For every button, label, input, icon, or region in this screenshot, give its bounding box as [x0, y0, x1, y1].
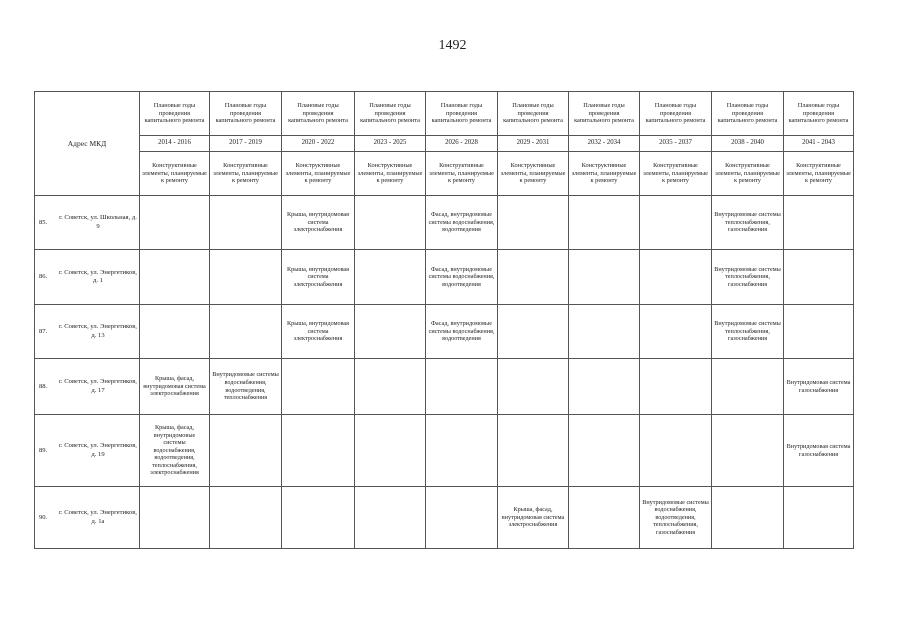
address-cell [35, 359, 140, 415]
years-range: 2041 - 2043 [784, 136, 854, 152]
repair-elements-cell [569, 250, 640, 305]
planned-years-header: Плановые годы проведения капитального ремонта [282, 92, 355, 136]
repair-elements-cell [640, 196, 712, 250]
repair-elements-cell: Крыша, фасад, внутридомовые системы водоснабжения, водоотведения, теплоснабжения, электроснабжения [140, 415, 210, 487]
table-row [35, 415, 854, 487]
elements-header: Конструктивные элементы, планируемые к ремонту [498, 152, 569, 196]
address-text: г. Советск, ул. Школьная, д. 9 [59, 214, 137, 230]
repair-elements-cell [355, 359, 426, 415]
repair-elements-cell: Внутридомовые системы водоснабжения, водоотведения, теплоснабжения [210, 359, 282, 415]
repair-elements-cell [282, 487, 355, 549]
repair-elements-cell [210, 250, 282, 305]
planned-years-header: Плановые годы проведения капитального ремонта [712, 92, 784, 136]
repair-elements-cell [569, 196, 640, 250]
repair-elements-cell [569, 415, 640, 487]
elements-header: Конструктивные элементы, планируемые к ремонту [355, 152, 426, 196]
repair-elements-cell [210, 415, 282, 487]
repair-elements-cell [640, 359, 712, 415]
years-range: 2026 - 2028 [426, 136, 498, 152]
repair-elements-cell [712, 487, 784, 549]
repair-elements-cell [140, 250, 210, 305]
repair-elements-cell: Внутридомовые системы теплоснабжения, газоснабжения [712, 250, 784, 305]
row-number: 90. [39, 513, 48, 521]
years-range: 2035 - 2037 [640, 136, 712, 152]
repair-elements-cell: Внутридомовые системы теплоснабжения, газоснабжения [712, 196, 784, 250]
repair-elements-cell: Фасад, внутридомовые системы водоснабжения, водоотведения [426, 250, 498, 305]
repair-elements-cell [355, 305, 426, 359]
planned-years-header: Плановые годы проведения капитального ремонта [640, 92, 712, 136]
repair-elements-cell [282, 359, 355, 415]
elements-header: Конструктивные элементы, планируемые к ремонту [210, 152, 282, 196]
repair-elements-cell: Крыша, внутридомовая система электроснабжения [282, 305, 355, 359]
repair-elements-cell [784, 487, 854, 549]
planned-years-header: Плановые годы проведения капитального ремонта [784, 92, 854, 136]
elements-header: Конструктивные элементы, планируемые к ремонту [569, 152, 640, 196]
row-number: 89. [39, 446, 48, 454]
repair-elements-cell [140, 196, 210, 250]
table-row [35, 359, 854, 415]
repair-elements-cell: Крыша, внутридомовая система электроснабжения [282, 250, 355, 305]
years-range: 2029 - 2031 [498, 136, 569, 152]
repair-elements-cell [498, 415, 569, 487]
address-text: г. Советск, ул. Энергетиков, д. 1а [59, 509, 137, 525]
repair-elements-cell [640, 305, 712, 359]
address-header: Адрес МКД [35, 92, 140, 196]
planned-years-header: Плановые годы проведения капитального ремонта [355, 92, 426, 136]
repair-elements-cell [498, 305, 569, 359]
repair-elements-cell: Фасад, внутридомовые системы водоснабжения, водоотведения [426, 305, 498, 359]
elements-header: Конструктивные элементы, планируемые к ремонту [426, 152, 498, 196]
years-range: 2023 - 2025 [355, 136, 426, 152]
years-range: 2020 - 2022 [282, 136, 355, 152]
years-range: 2038 - 2040 [712, 136, 784, 152]
years-range: 2032 - 2034 [569, 136, 640, 152]
repair-elements-cell: Крыша, фасад, внутридомовая система электроснабжения [140, 359, 210, 415]
repair-elements-cell [712, 359, 784, 415]
table-row [35, 487, 854, 549]
row-number: 86. [39, 272, 48, 280]
repair-elements-cell [426, 359, 498, 415]
repair-elements-cell [426, 487, 498, 549]
header-row-years [35, 136, 854, 152]
repair-elements-cell [498, 196, 569, 250]
repair-elements-cell [498, 250, 569, 305]
repair-elements-cell [355, 196, 426, 250]
elements-header: Конструктивные элементы, планируемые к ремонту [282, 152, 355, 196]
repair-elements-cell [426, 415, 498, 487]
repair-elements-cell [569, 487, 640, 549]
address-text: г. Советск, ул. Энергетиков, д. 17 [59, 378, 137, 394]
address-text: г. Советск, ул. Энергетиков, д. 13 [59, 323, 137, 339]
repair-elements-cell [355, 415, 426, 487]
repair-elements-cell [640, 250, 712, 305]
repair-elements-cell [784, 250, 854, 305]
repair-elements-cell [498, 359, 569, 415]
table-row [35, 196, 854, 250]
address-text: г. Советск, ул. Энергетиков, д. 1 [59, 268, 137, 284]
address-text: г. Советск, ул. Энергетиков, д. 19 [59, 442, 137, 458]
address-cell [35, 250, 140, 305]
repair-elements-cell [210, 487, 282, 549]
repair-elements-cell [569, 305, 640, 359]
table-row [35, 305, 854, 359]
elements-header: Конструктивные элементы, планируемые к ремонту [712, 152, 784, 196]
planned-years-header: Плановые годы проведения капитального ремонта [210, 92, 282, 136]
planned-years-header: Плановые годы проведения капитального ремонта [498, 92, 569, 136]
planned-years-header: Плановые годы проведения капитального ремонта [426, 92, 498, 136]
repair-elements-cell: Внутридомовая система газоснабжения [784, 415, 854, 487]
page-number: 1492 [438, 38, 467, 53]
row-number: 88. [39, 382, 48, 390]
repair-elements-cell: Внутридомовые системы водоснабжения, водоотведения, теплоснабжения, газоснабжения [640, 487, 712, 549]
repair-elements-cell: Внутридомовая система газоснабжения [784, 359, 854, 415]
repair-elements-cell [712, 415, 784, 487]
repair-elements-cell [355, 250, 426, 305]
row-number: 85. [39, 218, 48, 226]
header-row-elements [35, 152, 854, 196]
header-row-planned [35, 92, 854, 136]
years-range: 2017 - 2019 [210, 136, 282, 152]
repair-elements-cell [569, 359, 640, 415]
address-cell [35, 305, 140, 359]
repair-elements-cell: Фасад, внутридомовые системы водоснабжения, водоотведения [426, 196, 498, 250]
repair-elements-cell [210, 196, 282, 250]
repair-elements-cell [140, 305, 210, 359]
repair-elements-cell: Крыша, фасад, внутридомовая система электроснабжения [498, 487, 569, 549]
row-number: 87. [39, 327, 48, 335]
repair-elements-cell [784, 305, 854, 359]
repair-elements-cell: Внутридомовые системы теплоснабжения, газоснабжения [712, 305, 784, 359]
repair-elements-cell: Крыша, внутридомовая система электроснабжения [282, 196, 355, 250]
repair-elements-cell [355, 487, 426, 549]
elements-header: Конструктивные элементы, планируемые к ремонту [640, 152, 712, 196]
address-cell [35, 415, 140, 487]
table-row [35, 250, 854, 305]
planned-years-header: Плановые годы проведения капитального ремонта [569, 92, 640, 136]
repair-elements-cell [210, 305, 282, 359]
repair-elements-cell [282, 415, 355, 487]
years-range: 2014 - 2016 [140, 136, 210, 152]
planned-years-header: Плановые годы проведения капитального ремонта [140, 92, 210, 136]
elements-header: Конструктивные элементы, планируемые к ремонту [784, 152, 854, 196]
address-cell [35, 196, 140, 250]
elements-header: Конструктивные элементы, планируемые к ремонту [140, 152, 210, 196]
repair-elements-cell [140, 487, 210, 549]
repair-elements-cell [640, 415, 712, 487]
address-cell [35, 487, 140, 549]
capital-repair-table [34, 91, 854, 549]
repair-elements-cell [784, 196, 854, 250]
